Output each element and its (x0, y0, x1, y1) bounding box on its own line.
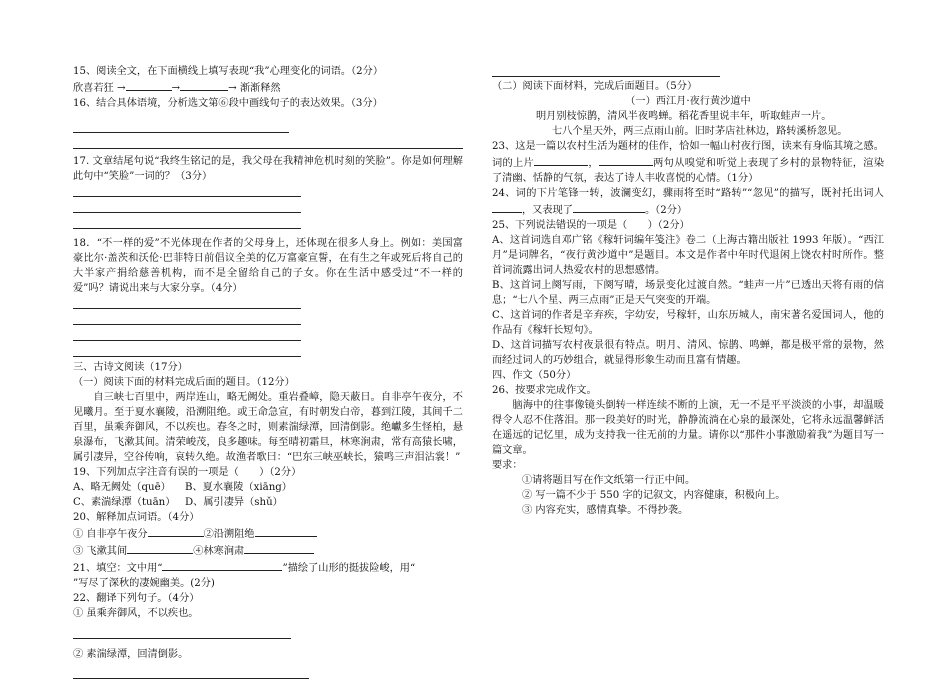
q22-sentence-2: ② 素湍绿潭，回清倒影。 (73, 649, 189, 660)
section-4-heading: 四、作文（50分） (492, 370, 577, 381)
right-column (492, 79, 884, 518)
poem-line-1: 明月别枝惊鹊，清风半夜鸣蝉。稻花香里说丰年，听取蛙声一片。 (536, 111, 832, 122)
question-24: 24、词的下片笔锋一转，波澜变幻，骤雨将至时“路转”“忽见”的描写，既衬托出词人，又表现了 。（2分） (492, 188, 884, 216)
q19-option-d[interactable]: D、属引凄异（shǔ） (185, 497, 283, 508)
question-18: 18．“不一样的爱”不光体现在作者的父母身上，还体现在很多人身上。例如：美国富豪比尔·盖茨和沃伦·巴菲特日前倡议全美的亿万富豪宣誓，在有生之年或死后将自己的大半家产捐给慈善机构，而不是全留给自己的子女。你在生活中感受过“不一样的爱”吗？请说出来与大家分享。（4分） (73, 238, 463, 294)
question-25: 25、下列说法错误的一项是（ ）（2分） (492, 220, 690, 231)
answer-line[interactable] (73, 328, 301, 341)
question-16: 16、结合具体语境，分析选文第⑥段中画线句子的表达效果。（3分） (73, 98, 383, 109)
q20-blank-4[interactable] (244, 542, 314, 554)
requirements-heading: 要求： (492, 460, 523, 471)
q22-sentence-1: ① 虽乘奔御风，不以疾也。 (73, 608, 199, 619)
q20-items-1: ① 自非亭午夜分 ②沿溯阻绝 (73, 525, 463, 542)
section-3-heading: 三、古诗文阅读（17分） (73, 362, 188, 373)
answer-line[interactable] (73, 184, 301, 197)
question-15: 15、阅读全文，在下面横线上填写表现“我”心理变化的词语。（2分） (73, 66, 384, 77)
q20-items-2: ③ 飞漱其间 ④林寒涧肃 (73, 542, 463, 559)
q19-options-ab (73, 480, 463, 495)
q25-option-c[interactable]: C、这首词的作者是辛弃疾，字幼安，号稼轩，山东历城人，南宋著名爱国词人，他的作品有《稼轩长短句》。 (492, 310, 884, 336)
question-26: 26、按要求完成作文。 (492, 385, 597, 396)
q15-blank-2[interactable] (180, 79, 228, 91)
question-21: 21、填空：文中用“ ”描绘了山形的挺拔险峻，用“ ”写尽了深秋的凄婉幽美。(2分) (73, 559, 463, 591)
top-rule (492, 76, 720, 77)
left-column (73, 64, 463, 682)
question-19: 19、下列加点字注音有误的一项是（ ）（2分） (73, 467, 302, 478)
classical-passage: 自三峡七百里中，两岸连山，略无阙处。重岩叠嶂，隐天蔽日。自非亭午夜分，不见曦月。至于夏水襄陵，沿溯阻绝。或王命急宣，有时朝发白帝，暮到江陵，其间千二百里，虽乘奔御风，不以疾也。春冬之时，则素湍绿潭，回清倒影。绝巘多生怪柏，悬泉瀑布，飞漱其间。清荣峻茂，良多趣味。每至晴初霜旦，林寒涧肃，常有高猿长啸，属引凄异，空谷传响，哀转久绝。故渔者歌曰：“巴东三峡巫峡长，猿鸣三声泪沾裳！” (73, 392, 463, 463)
poem-line-2: 七八个星天外，两三点雨山前。旧时茅店社林边，路转溪桥忽见。 (552, 126, 848, 137)
poem-title: （一）西江月·夜行黄沙道中 (625, 96, 751, 107)
answer-line[interactable] (73, 200, 301, 213)
q19-option-c[interactable]: C、素湍绿潭（tuān） (73, 497, 176, 508)
q23-blank-2[interactable] (599, 154, 653, 166)
q19-option-b[interactable]: B、夏水襄陵（xiāng） (185, 482, 292, 493)
q23-blank-1[interactable] (534, 154, 588, 166)
q24-blank-1[interactable] (492, 201, 522, 213)
q24-blank-2[interactable] (573, 201, 645, 213)
q19-option-a[interactable]: A、略无阙处（quē） (73, 482, 171, 493)
question-23: 23、这是一篇以农村生活为题材的佳作，恰如一幅山村夜行图，读来有身临其境之感。词的上片 ， 两句从嗅觉和听觉上表现了乡村的景物特征，渲染了清幽、恬静的气氛，表达了诗人丰收喜悦的心情。（1分） (492, 141, 885, 184)
q25-option-b[interactable]: B、这首词上阕写雨，下阕写晴，场景变化过渡自然。“蛙声一片”已透出天将有雨的信息；“七八个星、两三点雨”正是天气突变的开端。 (492, 280, 884, 306)
q15-blank-1[interactable] (126, 79, 172, 91)
q20-blank-3[interactable] (127, 542, 193, 554)
q19-options-cd (73, 495, 463, 510)
question-17: 17. 文章结尾句说“我终生铭记的是，我父母在我精神危机时刻的笑脸”。你是如何理解此句中“笑脸”一词的？（3分） (73, 156, 463, 182)
question-20: 20、解释加点词语。（4分） (73, 512, 200, 523)
answer-line[interactable] (73, 296, 301, 309)
subsection-1-heading: （一）阅读下面的材料完成后面的题目。（12分） (73, 377, 295, 388)
essay-prompt: 脑海中的往事像镜头倒转一样连续不断的上演，无一不是平平淡淡的小事，却温暖得令人忍不住落泪。那一段美好的时光，静静流淌在心泉的最深处，它将永远温馨鲜活在遥远的记忆里，成为支持我一往无前的力量。请你以“那件小事激励着我”为题目写一篇文章。 (492, 400, 884, 456)
q20-blank-1[interactable] (148, 525, 204, 537)
requirement-2: ② 写一篇不少于 550 字的记叙文，内容健康，积极向上。 (522, 490, 786, 501)
requirement-1: ①请将题目写在作文纸第一行正中间。 (522, 475, 696, 486)
subsection-2-heading: （二）阅读下面材料，完成后面题目。（5分） (492, 81, 698, 92)
answer-line[interactable] (73, 216, 301, 229)
requirement-3: ③ 内容充实，感情真挚。不得抄袭。 (522, 505, 689, 516)
q21-blank-1[interactable] (162, 559, 282, 571)
q20-blank-2[interactable] (255, 525, 317, 537)
q25-option-d[interactable]: D、这首词描写农村夜景很有特点。明月、清风、惊鹊、鸣蝉，都是极平常的景物，然而经过词人的巧妙组合，就显得形象生动而且富有情趣。 (492, 340, 884, 366)
q25-option-a[interactable]: A、这首词选自邓广铭《稼轩词编年笺注》卷二（上海古籍出版社 1993 年版）。“西江月”是词牌名，“夜行黄沙道中”是题目。本文是作者中年时代退闲上饶农村时所作。整首词流露出词人热爱农村的思想感情。 (492, 235, 884, 276)
answer-line[interactable] (73, 626, 291, 639)
answer-line[interactable] (73, 136, 463, 149)
question-22: 22、翻译下列句子。（4分） (73, 593, 200, 604)
q15-blanks: 欣喜若狂 → → → 渐渐释然 (73, 79, 463, 96)
answer-line[interactable] (73, 666, 309, 679)
answer-line[interactable] (73, 312, 301, 325)
answer-line[interactable] (73, 344, 301, 357)
answer-line[interactable] (73, 120, 289, 133)
